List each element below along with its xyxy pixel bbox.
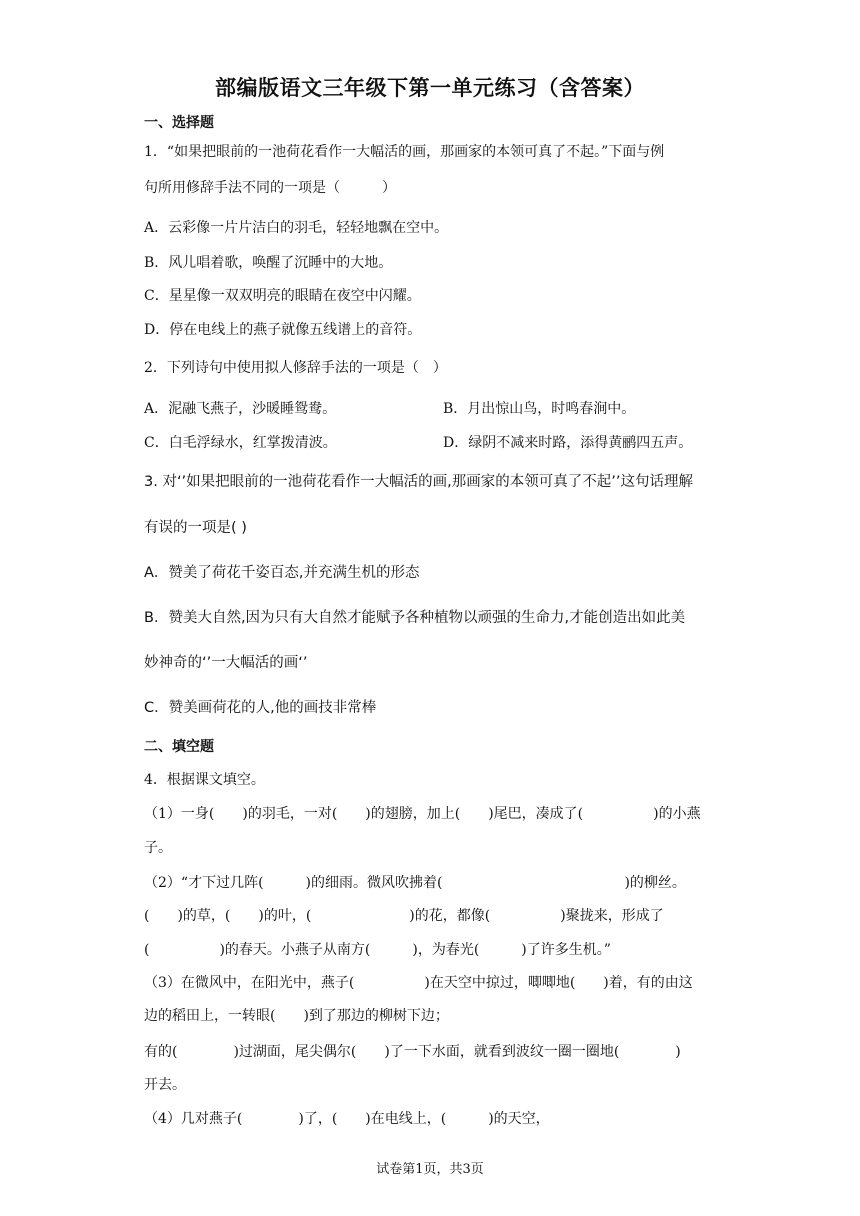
q1-stem-line2: 句所用修辞手法不同的一项是（ ） [144, 180, 396, 196]
page-title: 部编版语文三年级下第一单元练习（含答案） [215, 76, 645, 100]
q4-stem: 4．根据课文填空。 [144, 772, 265, 788]
q4-part3-line3: 有的( )过湖面，尾尖偶尔( )了一下水面，就看到波纹一圈一圈地( ) [144, 1044, 681, 1060]
q1-option-b: B．风儿唱着歌，唤醒了沉睡中的大地。 [144, 255, 393, 271]
q4-part3-line2: 边的稻田上，一转眼( )到了那边的柳树下边； [144, 1008, 449, 1024]
q4-part3-line1: （3）在微风中，在阳光中，燕子( )在天空中掠过，唧唧地( )着，有的由这 [144, 975, 693, 991]
q2-option-d: D．绿阴不减来时路，添得黄鹂四五声。 [443, 435, 693, 451]
q1-option-a: A．云彩像一片片洁白的羽毛，轻轻地飘在空中。 [144, 220, 449, 236]
page-footer: 试卷第1页，共3页 [376, 1162, 484, 1177]
q4-part3-line4: 开去。 [144, 1077, 186, 1093]
section-heading-choice: 一、选择题 [144, 115, 214, 131]
q2-option-a: A．泥融飞燕子，沙暖睡鸳鸯。 [144, 401, 337, 417]
q4-part1-line1: （1）一身( )的羽毛，一对( )的翅膀，加上( )尾巴，凑成了( )的小燕 [144, 806, 701, 822]
q2-option-c: C．白毛浮绿水，红掌拨清波。 [144, 435, 337, 451]
q3-option-c: C．赞美画荷花的人,他的画技非常棒 [144, 700, 377, 716]
q3-option-a: A．赞美了荷花千姿百态,并充满生机的形态 [144, 565, 420, 581]
q3-stem-line2: 有误的一项是( ) [144, 520, 247, 536]
q3-option-b-line2: 妙神奇的‘’一大幅活的画‘’ [144, 655, 308, 671]
q3-stem-line1: 3. 对‘’如果把眼前的一池荷花看作一大幅活的画,那画家的本领可真了不起’’这句话理解 [144, 474, 693, 490]
section-heading-fill: 二、填空题 [144, 739, 214, 755]
q4-part2-line3: ( )的春天。小燕子从南方( )，为春光( )了许多生机。” [144, 942, 611, 958]
q4-part4-line1: （4）几对燕子( )了，( )在电线上，( )的天空， [144, 1111, 550, 1127]
q1-stem-line1: 1．“如果把眼前的一池荷花看作一大幅活的画，那画家的本领可真了不起。”下面与例 [144, 144, 665, 160]
q4-part2-line1: （2）“才下过几阵( )的细雨。微风吹拂着( )的柳丝。 [144, 875, 686, 891]
q4-part2-line2: ( )的草，( )的叶，( )的花，都像( )聚拢来，形成了 [144, 908, 664, 924]
q1-option-c: C．星星像一双双明亮的眼睛在夜空中闪耀。 [144, 288, 421, 304]
q1-option-d: D．停在电线上的燕子就像五线谱上的音符。 [144, 322, 422, 338]
q2-stem: 2．下列诗句中使用拟人修辞手法的一项是（ ） [144, 360, 447, 376]
q3-option-b-line1: B．赞美大自然,因为只有大自然才能赋予各种植物以顽强的生命力,才能创造出如此美 [144, 610, 686, 626]
q2-option-b: B．月出惊山鸟，时鸣春涧中。 [443, 401, 636, 417]
q4-part1-line2: 子。 [144, 840, 172, 856]
